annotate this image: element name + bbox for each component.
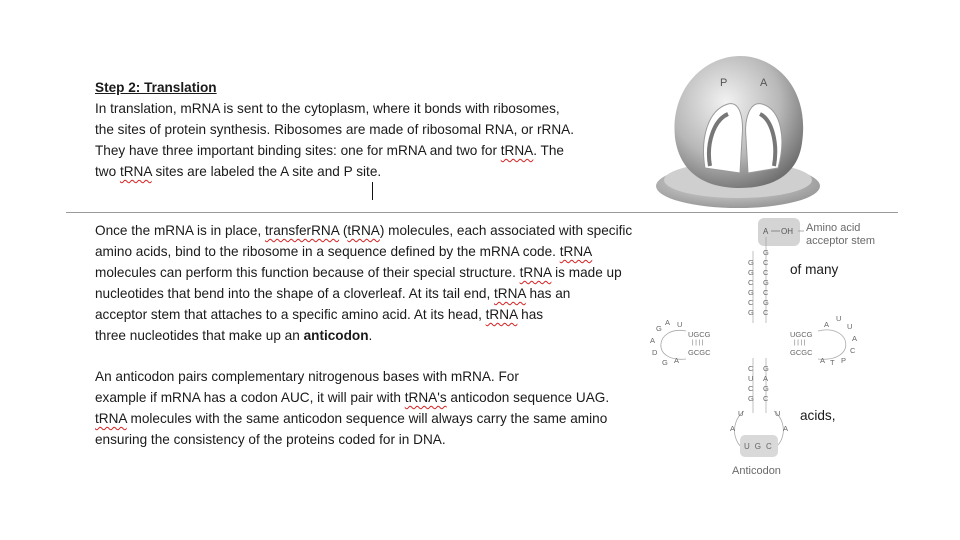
section-heading: Step 2: Translation bbox=[95, 80, 217, 95]
svg-text:D: D bbox=[652, 348, 658, 357]
p-site-label: P bbox=[720, 77, 728, 89]
right-t-arm bbox=[790, 314, 857, 367]
svg-text:G: G bbox=[748, 268, 754, 277]
anticodon-stem bbox=[748, 358, 769, 413]
svg-text:G: G bbox=[763, 384, 769, 393]
svg-text:C: C bbox=[763, 394, 769, 403]
acceptor-label-line1: Amino acid bbox=[806, 222, 861, 234]
anticodon-bases: UGC bbox=[744, 442, 777, 451]
svg-text:A: A bbox=[820, 356, 826, 365]
svg-text:A: A bbox=[650, 336, 656, 345]
paragraph-line: acceptor stem that attaches to a specific amino acid. At its head, tRNA has bbox=[95, 307, 544, 322]
svg-text:U: U bbox=[836, 314, 842, 323]
svg-text:C: C bbox=[763, 258, 769, 267]
paragraph-line: Once the mRNA is in place, transferRNA (tRNA) molecules, each associated with specific bbox=[95, 223, 633, 238]
svg-text:GCGC: GCGC bbox=[790, 348, 813, 357]
svg-text:G: G bbox=[763, 364, 769, 373]
paragraph-line: amino acids, bind to the ribosome in a sequence defined by the mRNA code. tRNA bbox=[95, 244, 593, 259]
svg-text:G: G bbox=[662, 358, 668, 367]
paragraph-line: They have three important binding sites: one for mRNA and two for tRNA. The bbox=[95, 143, 564, 158]
svg-text:A: A bbox=[852, 334, 858, 343]
end-a-label: A bbox=[763, 227, 769, 236]
anticodon-label: Anticodon bbox=[732, 465, 781, 477]
svg-text:A: A bbox=[674, 356, 680, 365]
paragraph-line: three nucleotides that make up an anticodon. bbox=[95, 328, 373, 343]
paragraph-line: molecules can perform this function because of their special structure. tRNA is made up bbox=[95, 265, 622, 280]
paragraph-line: two tRNA sites are labeled the A site and P site. bbox=[95, 164, 382, 179]
paragraph-line: example if mRNA has a codon AUC, it will pair with tRNA's anticodon sequence UAG. bbox=[95, 390, 610, 405]
svg-text:G: G bbox=[748, 394, 754, 403]
paragraph-line: tRNA molecules with the same anticodon sequence will always carry the same amino bbox=[95, 411, 608, 426]
svg-text:P: P bbox=[841, 356, 847, 365]
svg-text:A: A bbox=[730, 424, 736, 433]
svg-text:U: U bbox=[748, 374, 754, 383]
svg-text:G: G bbox=[763, 298, 769, 307]
svg-text:C: C bbox=[850, 346, 856, 355]
svg-text:A: A bbox=[665, 318, 671, 327]
svg-text:GCGC: GCGC bbox=[688, 348, 711, 357]
svg-text:U: U bbox=[775, 409, 781, 418]
svg-text:C: C bbox=[748, 278, 754, 287]
section-anticodon bbox=[95, 366, 609, 450]
acceptor-stem bbox=[748, 237, 769, 323]
svg-text:UGCG: UGCG bbox=[688, 330, 711, 339]
paragraph-line: the sites of protein synthesis. Ribosomes are made of ribosomal RNA, or rRNA. bbox=[95, 122, 574, 137]
svg-text:C: C bbox=[763, 288, 769, 297]
wrapped-text-fragment: acids, bbox=[800, 408, 836, 423]
a-site-label: A bbox=[760, 77, 768, 89]
svg-text:U: U bbox=[847, 322, 853, 331]
svg-text:A: A bbox=[783, 424, 789, 433]
paragraph-line: An anticodon pairs complementary nitrogenous bases with mRNA. For bbox=[95, 369, 519, 384]
section-trna-intro bbox=[95, 220, 632, 346]
svg-text:A: A bbox=[824, 320, 830, 329]
svg-text:C: C bbox=[748, 364, 754, 373]
svg-text:G: G bbox=[748, 258, 754, 267]
svg-text:C: C bbox=[748, 384, 754, 393]
wrapped-text-fragment: of many bbox=[790, 262, 839, 277]
svg-text:UGCG: UGCG bbox=[790, 330, 813, 339]
left-d-arm bbox=[650, 318, 711, 367]
anticodon-loop bbox=[730, 409, 788, 457]
svg-text:| | | |: | | | | bbox=[794, 340, 806, 346]
svg-text:C: C bbox=[763, 268, 769, 277]
paragraph-line: ensuring the consistency of the proteins coded for in DNA. bbox=[95, 432, 446, 447]
text-cursor bbox=[372, 182, 373, 200]
svg-text:| | | |: | | | | bbox=[692, 340, 704, 346]
ribosome-illustration bbox=[650, 48, 830, 213]
svg-text:C: C bbox=[748, 298, 754, 307]
acceptor-label-line2: acceptor stem bbox=[806, 235, 876, 247]
paragraph-line: nucleotides that bend into the shape of a cloverleaf. At its tail end, tRNA has an bbox=[95, 286, 571, 301]
svg-text:U: U bbox=[677, 320, 683, 329]
svg-text:U: U bbox=[738, 409, 744, 418]
svg-text:G: G bbox=[748, 308, 754, 317]
svg-text:G: G bbox=[748, 288, 754, 297]
svg-text:G: G bbox=[656, 324, 662, 333]
svg-text:A: A bbox=[763, 374, 769, 383]
section-translation bbox=[95, 77, 574, 182]
paragraph-line: In translation, mRNA is sent to the cytoplasm, where it bonds with ribosomes, bbox=[95, 101, 560, 116]
trna-cloverleaf-diagram bbox=[640, 213, 885, 481]
svg-text:T: T bbox=[830, 358, 835, 367]
svg-text:C: C bbox=[763, 308, 769, 317]
end-oh-label: OH bbox=[781, 227, 793, 236]
svg-text:G: G bbox=[763, 278, 769, 287]
svg-text:G: G bbox=[763, 248, 769, 257]
